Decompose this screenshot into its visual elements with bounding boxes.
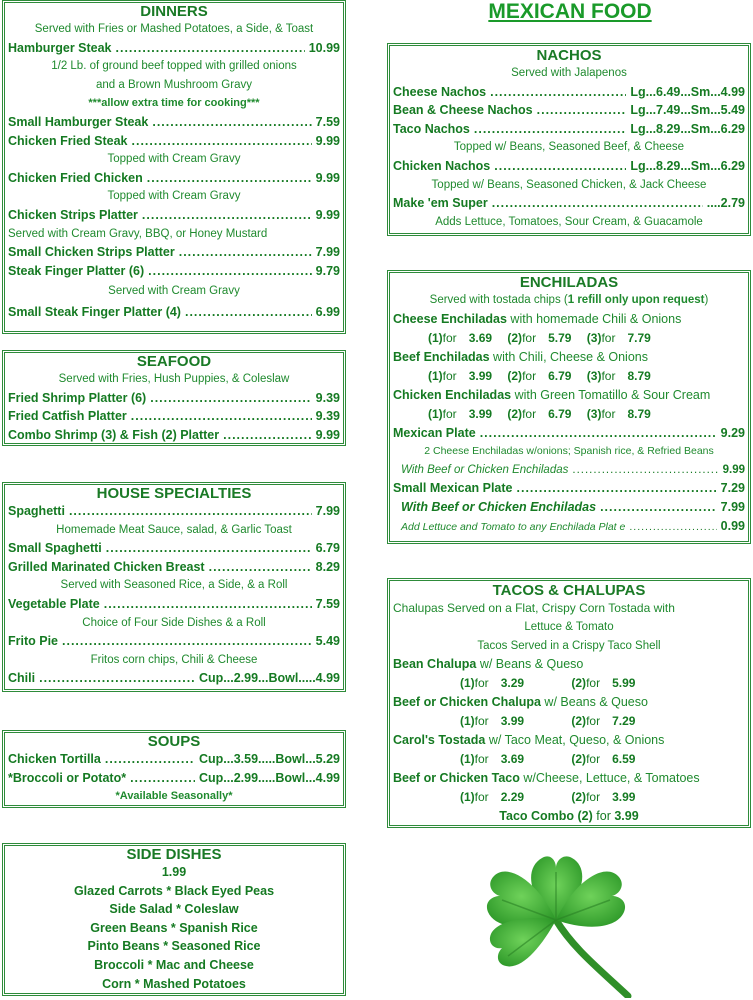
menu-item: Small Mexican Plate ..... 7.29 bbox=[390, 479, 748, 498]
item-description: Served with Cream Gravy bbox=[108, 285, 240, 298]
menu-item: Add Lettuce and Tomato to any Enchilada Plat e ..... 0.99 bbox=[390, 517, 748, 537]
soups-header: SOUPS bbox=[147, 733, 201, 750]
price-options: (1)for2.29 (2)for3.99 bbox=[460, 790, 636, 805]
menu-item: Chicken Fried Chicken ..... 9.99 bbox=[5, 169, 343, 188]
nachos-intro: Served with Jalapenos bbox=[511, 67, 627, 79]
side-line: Corn * Mashed Potatoes bbox=[102, 976, 246, 991]
tacos-chalupas-section bbox=[387, 578, 751, 828]
menu-item: Taco Nachos ..... Lg...8.29...Sm...6.29 bbox=[390, 120, 748, 139]
price-options: (1)for3.99 (2)for7.29 bbox=[460, 714, 636, 729]
soups-section bbox=[2, 730, 346, 808]
menu-item: Frito Pie ..... 5.49 bbox=[5, 632, 343, 651]
item-description: Homemade Meat Sauce, salad, & Garlic Toast bbox=[56, 523, 292, 536]
side-line: Green Beans * Spanish Rice bbox=[90, 920, 258, 935]
menu-item: Grilled Marinated Chicken Breast ..... 8.29 bbox=[5, 558, 343, 577]
enchiladas-header: ENCHILADAS bbox=[519, 274, 619, 291]
menu-item: Hamburger Steak ..... 10.99 bbox=[5, 39, 343, 58]
menu-item: Chili ..... Cup...2.99...Bowl.....4.99 bbox=[5, 669, 343, 688]
menu-item: With Beef or Chicken Enchiladas ..... 9.99 bbox=[390, 461, 748, 480]
enchilada-item: Beef Enchiladas with Chili, Cheese & Onions bbox=[393, 349, 648, 364]
side-line: Glazed Carrots * Black Eyed Peas bbox=[73, 883, 275, 898]
tacos-intro: Tacos Served in a Crispy Taco Shell bbox=[477, 639, 661, 652]
house-header: HOUSE SPECIALTIES bbox=[96, 485, 252, 502]
house-specialties-section bbox=[2, 482, 346, 692]
price-options: (1)for3.99 (2)for6.79 (3)for8.79 bbox=[428, 368, 651, 383]
dinners-intro: Served with Fries or Mashed Potatoes, a Side, & Toast bbox=[34, 23, 314, 35]
menu-item: Chicken Strips Platter ..... 9.99 bbox=[5, 206, 343, 225]
menu-item: Combo Shrimp (3) & Fish (2) Platter ..... 9.99 bbox=[5, 426, 343, 445]
taco-combo: Taco Combo (2) for 3.99 bbox=[499, 809, 639, 824]
side-dishes-section bbox=[2, 843, 346, 996]
menu-item: Fried Catfish Platter ..... 9.39 bbox=[5, 407, 343, 426]
item-description: Topped w/ Beans, Seasoned Chicken, & Jack Cheese bbox=[431, 178, 707, 191]
seafood-intro: Served with Fries, Hush Puppies, & Coleslaw bbox=[58, 373, 290, 385]
menu-item: With Beef or Chicken Enchiladas ..... 7.99 bbox=[390, 498, 748, 517]
menu-item: Small Hamburger Steak ..... 7.59 bbox=[5, 113, 343, 132]
taco-item: Bean Chalupa w/ Beans & Queso bbox=[393, 657, 584, 672]
item-description: Topped with Cream Gravy bbox=[107, 153, 241, 166]
item-description: Choice of Four Side Dishes & a Roll bbox=[82, 616, 266, 629]
dinners-header: DINNERS bbox=[140, 3, 208, 20]
menu-item: Bean & Cheese Nachos ..... Lg...7.49...Sm...5.49 bbox=[390, 101, 748, 120]
seafood-section bbox=[2, 350, 346, 446]
seafood-header: SEAFOOD bbox=[136, 353, 212, 370]
enchiladas-section bbox=[387, 270, 751, 544]
item-description: Served with Seasoned Rice, a Side, & a Roll bbox=[60, 579, 288, 592]
side-line: Broccoli * Mac and Cheese bbox=[94, 957, 254, 972]
tacos-intro: Lettuce & Tomato bbox=[524, 621, 614, 633]
menu-item: *Broccoli or Potato* ..... Cup...2.99.....Bowl...4.99 bbox=[5, 769, 343, 788]
tacos-header: TACOS & CHALUPAS bbox=[492, 582, 646, 599]
menu-item: Small Chicken Strips Platter ..... 7.99 bbox=[5, 243, 343, 262]
item-description: Topped w/ Beans, Seasoned Beef, & Cheese bbox=[453, 141, 685, 154]
enchilada-item: Chicken Enchiladas with Green Tomatillo & Sour Cream bbox=[393, 387, 711, 402]
menu-item: Chicken Nachos ..... Lg...8.29...Sm...6.29 bbox=[390, 157, 748, 176]
tacos-intro: Chalupas Served on a Flat, Crispy Corn Tostada with bbox=[393, 601, 675, 615]
taco-item: Beef or Chicken Chalupa w/ Beans & Queso bbox=[393, 695, 648, 710]
menu-item: Mexican Plate ..... 9.29 bbox=[390, 424, 748, 443]
menu-item: Spaghetti ..... 7.99 bbox=[5, 502, 343, 521]
menu-item: Vegetable Plate ..... 7.59 bbox=[5, 595, 343, 614]
price-options: (1)for3.29 (2)for5.99 bbox=[460, 676, 636, 691]
item-description: Adds Lettuce, Tomatoes, Sour Cream, & Guacamole bbox=[435, 215, 703, 228]
menu-item: Chicken Fried Steak ..... 9.99 bbox=[5, 132, 343, 151]
nachos-header: NACHOS bbox=[536, 47, 602, 64]
item-description: Fritos corn chips, Chili & Cheese bbox=[90, 653, 258, 666]
item-description: 1/2 Lb. of ground beef topped with grilled onions bbox=[51, 60, 297, 73]
cooking-note: ***allow extra time for cooking*** bbox=[88, 97, 260, 110]
dinners-section bbox=[2, 0, 346, 334]
menu-item: Small Steak Finger Platter (4) ..... 6.99 bbox=[5, 303, 343, 322]
menu-item: Chicken Tortilla ..... Cup...3.59.....Bowl...5.29 bbox=[5, 750, 343, 769]
item-description: 2 Cheese Enchiladas w/onions; Spanish rice, & Refried Beans bbox=[424, 445, 714, 458]
menu-item: Small Spaghetti ..... 6.79 bbox=[5, 539, 343, 558]
price-options: (1)for3.99 (2)for6.79 (3)for8.79 bbox=[428, 406, 651, 421]
taco-item: Beef or Chicken Taco w/Cheese, Lettuce, & Tomatoes bbox=[393, 771, 700, 786]
price-options: (1)for3.69 (2)for5.79 (3)for7.79 bbox=[428, 330, 651, 345]
taco-item: Carol's Tostada w/ Taco Meat, Queso, & Onions bbox=[393, 733, 665, 748]
menu-item: Make 'em Super ..... ....2.79 bbox=[390, 194, 748, 213]
item-description: Served with Cream Gravy, BBQ, or Honey Mustard bbox=[8, 227, 268, 240]
item-description: Topped with Cream Gravy bbox=[107, 190, 241, 203]
sides-price: 1.99 bbox=[161, 865, 187, 879]
nachos-section bbox=[387, 43, 751, 236]
menu-item: Cheese Nachos ..... Lg...6.49...Sm...4.99 bbox=[390, 83, 748, 102]
price-options: (1)for3.69 (2)for6.59 bbox=[460, 752, 636, 767]
enchilada-item: Cheese Enchiladas with homemade Chili & Onions bbox=[393, 311, 682, 326]
side-line: Side Salad * Coleslaw bbox=[109, 902, 239, 917]
shamrock-icon bbox=[458, 838, 648, 998]
side-line: Pinto Beans * Seasoned Rice bbox=[87, 939, 261, 954]
menu-item: Fried Shrimp Platter (6) ..... 9.39 bbox=[5, 389, 343, 408]
enchiladas-intro: Served with tostada chips (1 refill only upon request) bbox=[429, 294, 709, 306]
item-description: and a Brown Mushroom Gravy bbox=[96, 78, 252, 91]
sides-header: SIDE DISHES bbox=[126, 846, 222, 863]
menu-item: Steak Finger Platter (6) ..... 9.79 bbox=[5, 262, 343, 281]
seasonal-note: *Available Seasonally* bbox=[115, 790, 233, 803]
mexican-food-title: MEXICAN FOOD bbox=[488, 0, 652, 23]
